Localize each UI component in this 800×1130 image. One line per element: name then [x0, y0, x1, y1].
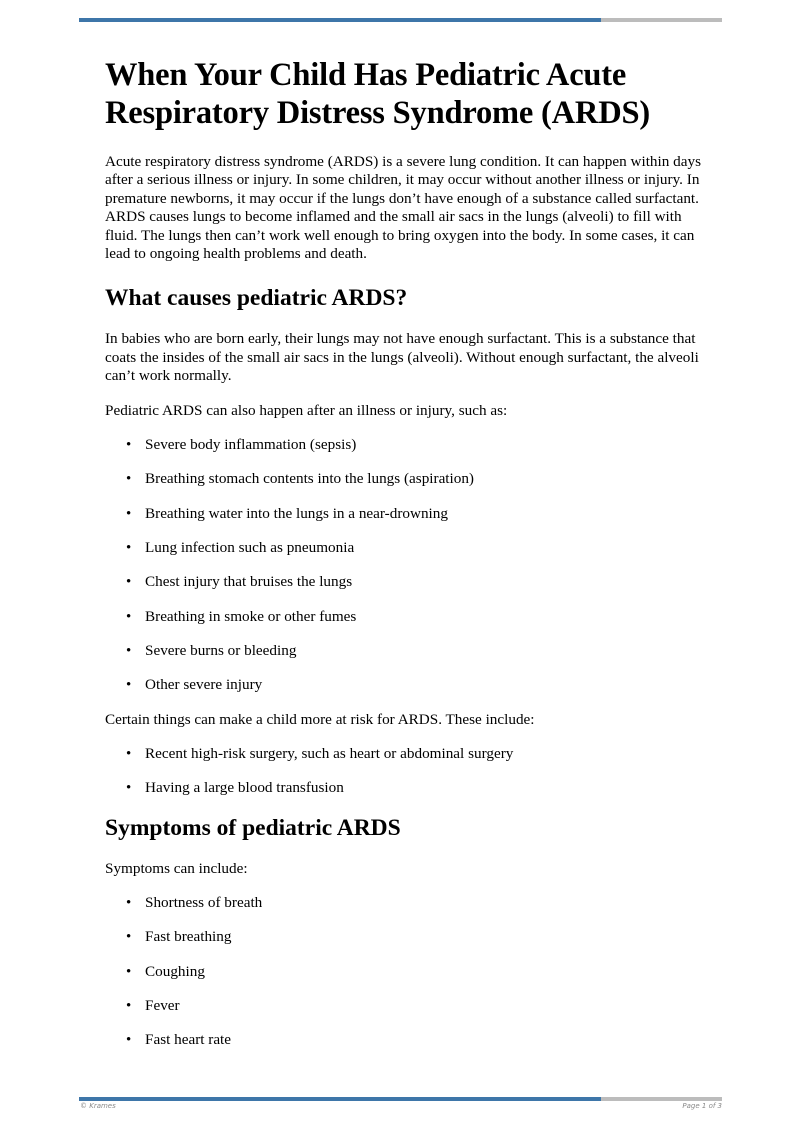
header-bar-remainder	[601, 18, 722, 22]
page-number: Page 1 of 3	[682, 1102, 722, 1110]
list-item: • Breathing in smoke or other fumes	[145, 608, 705, 626]
header-divider-bar	[79, 18, 722, 22]
list-item: • Severe body inflammation (sepsis)	[145, 436, 705, 454]
header-bar-progress	[79, 18, 601, 22]
page-footer	[80, 1102, 722, 1110]
page-title: When Your Child Has Pediatric Acute Respiratory Distress Syndrome (ARDS)	[105, 57, 650, 131]
list-item: • Breathing water into the lungs in a near-drowning	[145, 505, 705, 523]
causes-list	[105, 436, 705, 694]
causes-paragraph-2: Pediatric ARDS can also happen after an illness or injury, such as:	[105, 401, 508, 419]
list-item: • Severe burns or bleeding	[145, 642, 705, 660]
list-item: • Fast breathing	[145, 928, 705, 946]
document-body	[105, 56, 705, 1066]
intro-paragraph: Acute respiratory distress syndrome (ARDS) is a severe lung condition. It can happen within days after a serious illness or injury. In some children, it may occur without another illness or injury. In premature newborns, it may occur if the lungs don’t have enough of a substance called surfactant. ARDS causes lungs to become inflamed and the small air sacs in the lungs (alveoli) to fill with fluid. The lungs then can’t work well enough to bring oxygen into the body. In some cases, it can lead to ongoing health problems and death.	[105, 153, 701, 263]
list-item: • Chest injury that bruises the lungs	[145, 573, 705, 591]
list-item: • Having a large blood transfusion	[145, 779, 705, 797]
list-item: • Recent high-risk surgery, such as heart or abdominal surgery	[145, 745, 705, 763]
risk-list	[105, 745, 705, 798]
section-heading-symptoms: Symptoms of pediatric ARDS	[105, 814, 401, 841]
symptoms-paragraph: Symptoms can include:	[105, 859, 248, 877]
footer-bar-progress	[79, 1097, 601, 1101]
section-heading-causes: What causes pediatric ARDS?	[105, 285, 408, 312]
footer-divider-bar	[79, 1097, 722, 1101]
list-item: • Fast heart rate	[145, 1031, 705, 1049]
footer-bar-remainder	[601, 1097, 722, 1101]
list-item: • Breathing stomach contents into the lungs (aspiration)	[145, 470, 705, 488]
list-item: • Lung infection such as pneumonia	[145, 539, 705, 557]
list-item: • Shortness of breath	[145, 894, 705, 912]
list-item: • Other severe injury	[145, 676, 705, 694]
copyright-text: © Krames	[80, 1102, 116, 1110]
list-item: • Fever	[145, 997, 705, 1015]
symptoms-list	[105, 894, 705, 1050]
causes-paragraph-1: In babies who are born early, their lungs may not have enough surfactant. This is a substance that coats the insides of the small air sacs in the lungs (alveoli). Without enough surfactant, the alveoli can’t work normally.	[105, 330, 699, 385]
list-item: • Coughing	[145, 963, 705, 981]
risk-paragraph: Certain things can make a child more at risk for ARDS. These include:	[105, 710, 535, 728]
